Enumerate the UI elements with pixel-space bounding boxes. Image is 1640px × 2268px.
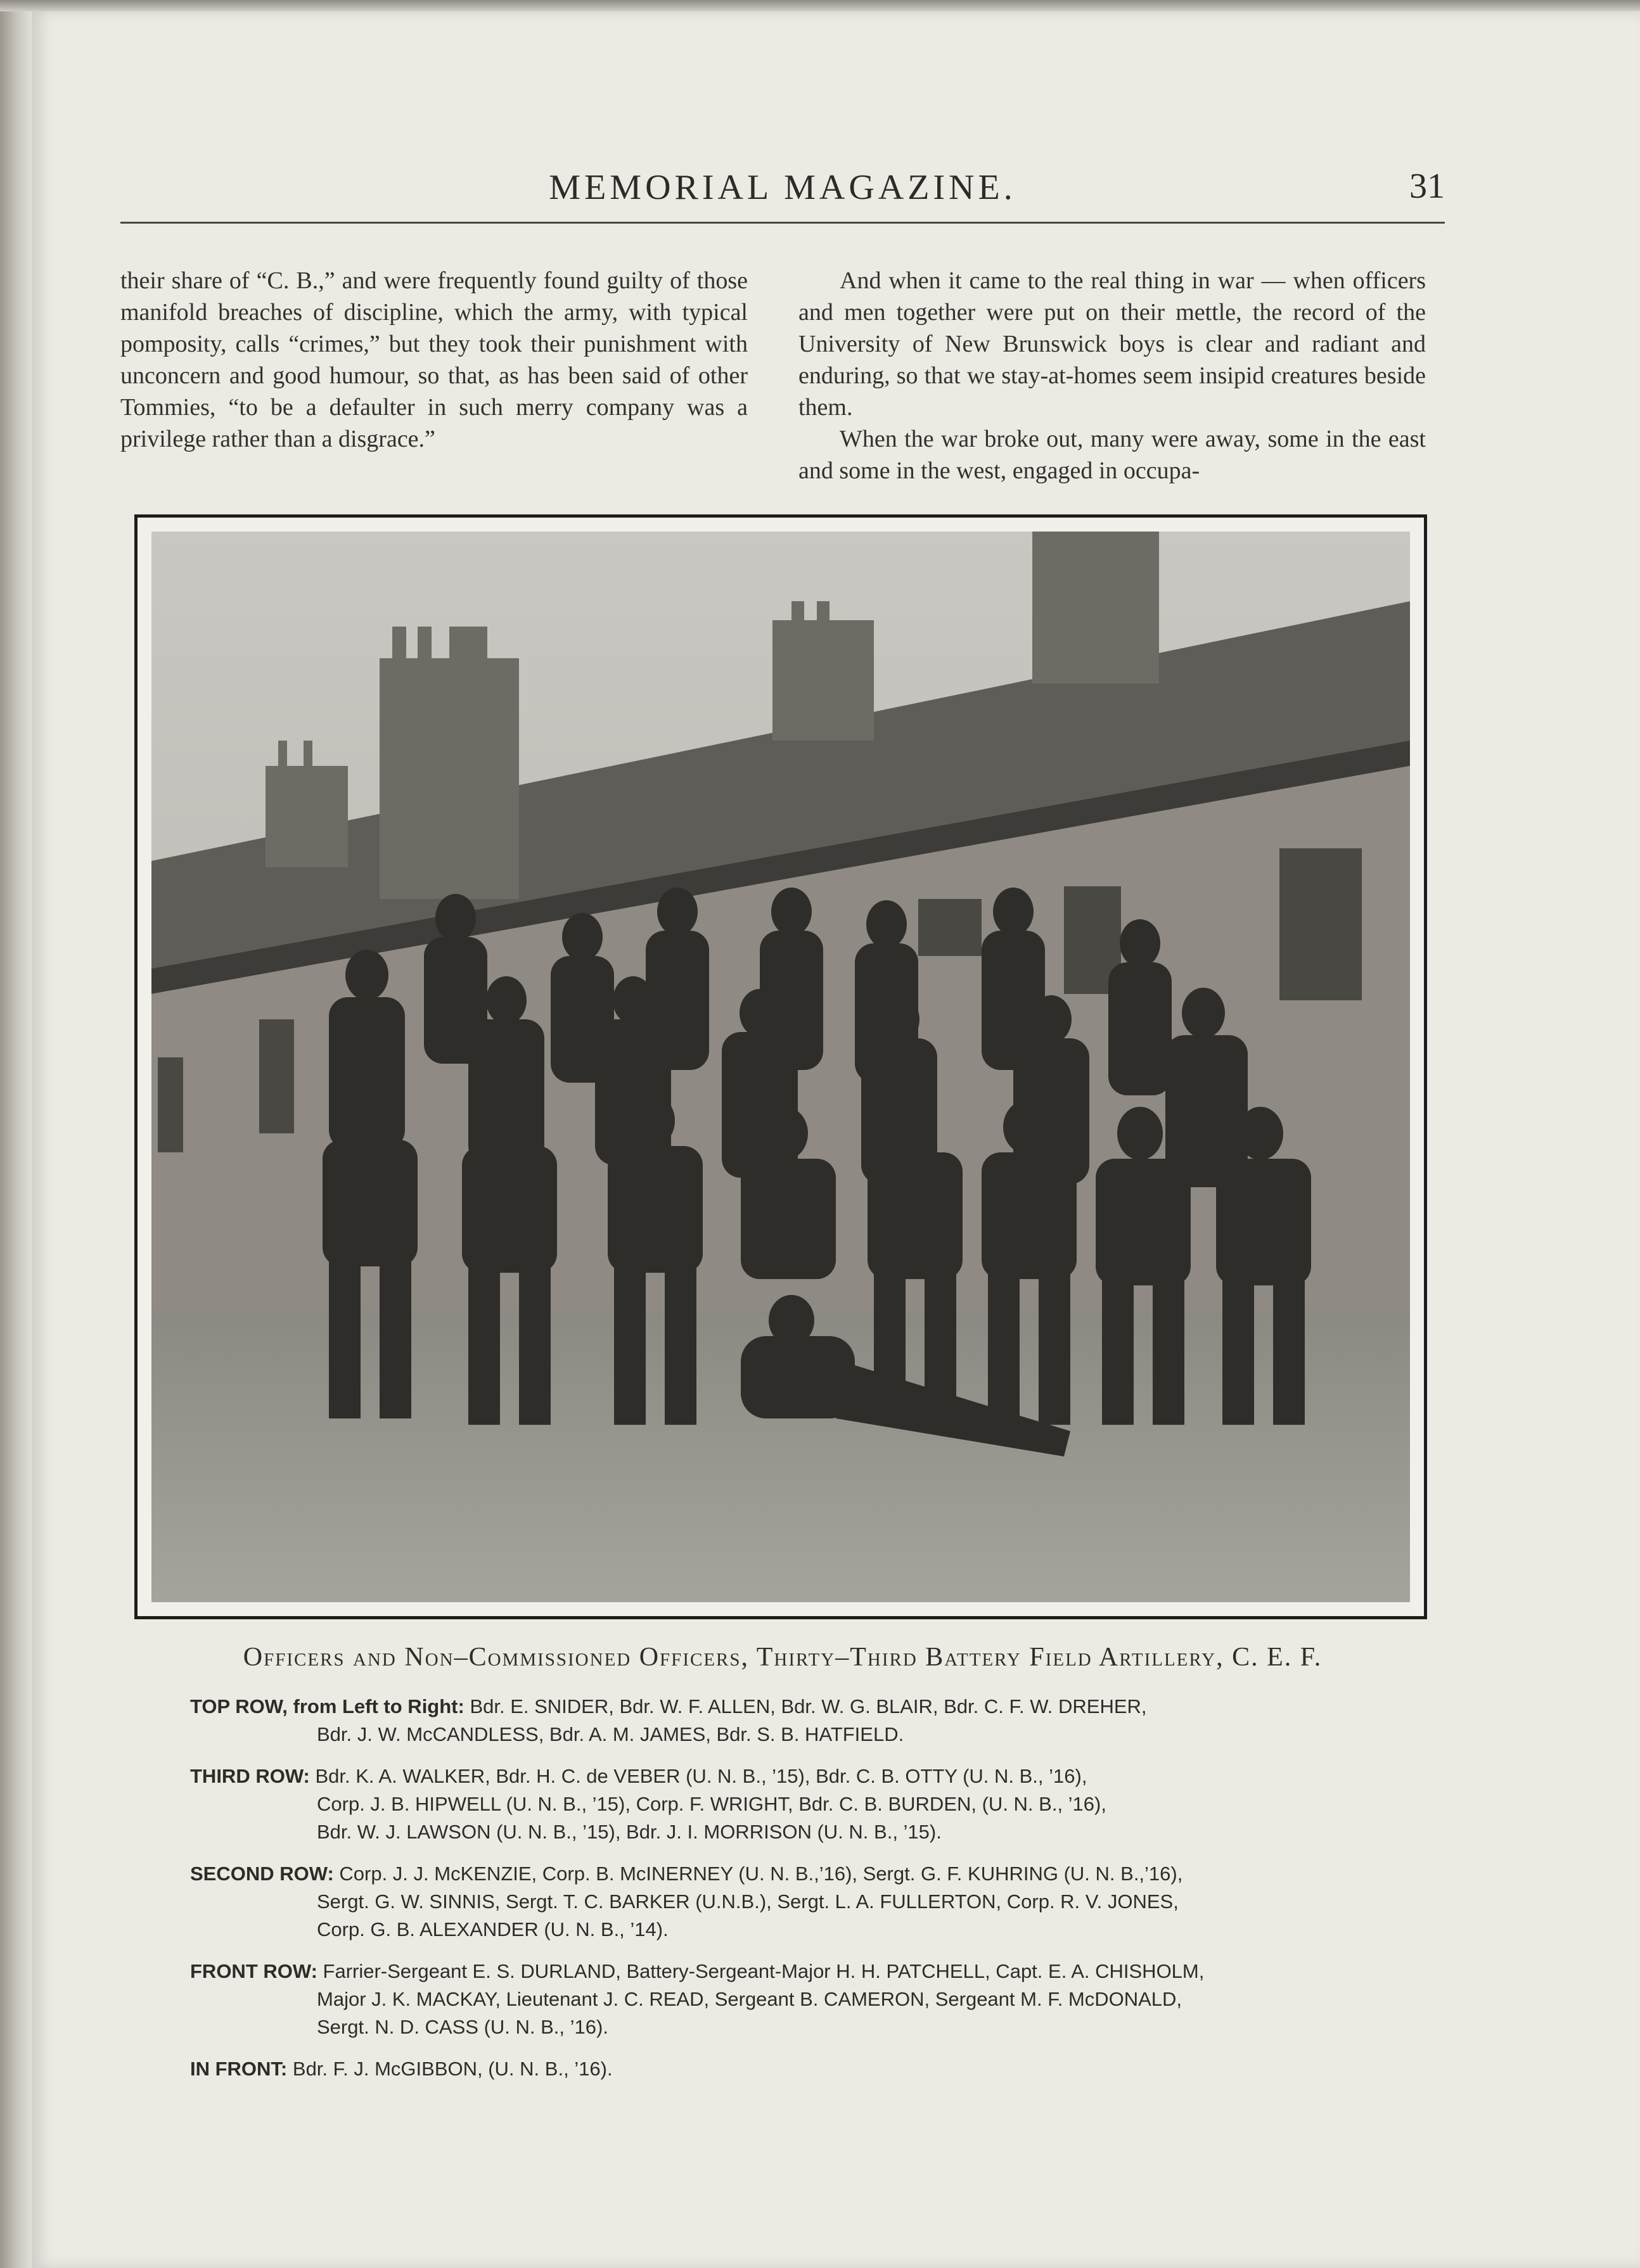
row-line: Major J. K. MACKAY, Lieutenant J. C. READ, Sergeant B. CAMERON, Sergeant M. F. McDONALD, — [317, 1988, 1182, 2010]
row-line: Sergt. G. W. SINNIS, Sergt. T. C. BARKER (U.N.B.), Sergt. L. A. FULLERTON, Corp. R. V. JONES, — [317, 1890, 1179, 1913]
names-list — [190, 1693, 1413, 2097]
row-line: Corp. G. B. ALEXANDER (U. N. B., ’14). — [317, 1918, 669, 1940]
row-label: TOP ROW, from Left to Right: — [190, 1695, 464, 1717]
header-rule — [120, 222, 1445, 224]
row-line: Bdr. W. J. LAWSON (U. N. B., ’15), Bdr. J. I. MORRISON (U. N. B., ’15). — [317, 1821, 942, 1843]
soldiers-group — [323, 888, 1311, 1456]
front-row-names — [190, 1958, 1413, 2041]
row-line: Bdr. K. A. WALKER, Bdr. H. C. de VEBER (U. N. B., ’15), Bdr. C. B. OTTY (U. N. B., ’16), — [315, 1765, 1087, 1787]
row-line: Bdr. J. W. McCANDLESS, Bdr. A. M. JAMES, Bdr. S. B. HATFIELD. — [317, 1723, 904, 1745]
page-number: 31 — [1409, 167, 1445, 206]
row-label: THIRD ROW: — [190, 1765, 310, 1787]
left-text-column — [120, 265, 748, 455]
photo-illustration — [151, 532, 1410, 1602]
photo-caption — [120, 1642, 1445, 1672]
row-label: FRONT ROW: — [190, 1960, 317, 1982]
right-paragraph-1: And when it came to the real thing in war — when officers and men together were put on their mettle, the record of the University of New Brunswick boys is clear and radiant and enduring, so that we stay-at-homes seem insipid creatures beside them. — [798, 267, 1426, 421]
caption-text: Officers and Non–Commissioned Officers, Thirty–Third Battery Field Artillery, C. E. F. — [243, 1643, 1323, 1672]
row-label: SECOND ROW: — [190, 1863, 334, 1885]
third-row-names — [190, 1762, 1413, 1846]
left-paragraph: their share of “C. B.,” and were frequently found guilty of those manifold breaches of discipline, which the army, with typical pomposity, calls “crimes,” but they took their punishment with unconcern and good humour, so that, as has been said of other Tommies, “to be a defaulter in such merry company was a privilege rather than a disgrace.” — [120, 267, 748, 452]
book-binding — [0, 0, 32, 2268]
row-label: IN FRONT: — [190, 2058, 288, 2080]
running-header — [120, 163, 1445, 220]
row-line: Corp. J. B. HIPWELL (U. N. B., ’15), Corp. F. WRIGHT, Bdr. C. B. BURDEN, (U. N. B., ’16), — [317, 1793, 1106, 1815]
magazine-title: MEMORIAL MAGAZINE. — [549, 168, 1016, 207]
row-line: Farrier-Sergeant E. S. DURLAND, Battery-Sergeant-Major H. H. PATCHELL, Capt. E. A. CHISHOLM, — [323, 1960, 1205, 1982]
right-paragraph-2: When the war broke out, many were away, some in the east and some in the west, engaged in occupa- — [798, 426, 1426, 484]
right-text-column — [798, 265, 1426, 487]
top-row-names — [190, 1693, 1413, 1749]
row-line: Sergt. N. D. CASS (U. N. B., ’16). — [317, 2016, 608, 2038]
second-row-names — [190, 1860, 1413, 1944]
page-top-edge — [0, 0, 1640, 11]
row-line: Bdr. E. SNIDER, Bdr. W. F. ALLEN, Bdr. W. G. BLAIR, Bdr. C. F. W. DREHER, — [470, 1695, 1147, 1717]
group-photograph — [134, 514, 1427, 1619]
in-front-names — [190, 2055, 1413, 2083]
row-line: Bdr. F. J. McGIBBON, (U. N. B., ’16). — [292, 2058, 613, 2080]
row-line: Corp. J. J. McKENZIE, Corp. B. McINERNEY (U. N. B.,’16), Sergt. G. F. KUHRING (U. N. B.,’16), — [339, 1863, 1183, 1885]
